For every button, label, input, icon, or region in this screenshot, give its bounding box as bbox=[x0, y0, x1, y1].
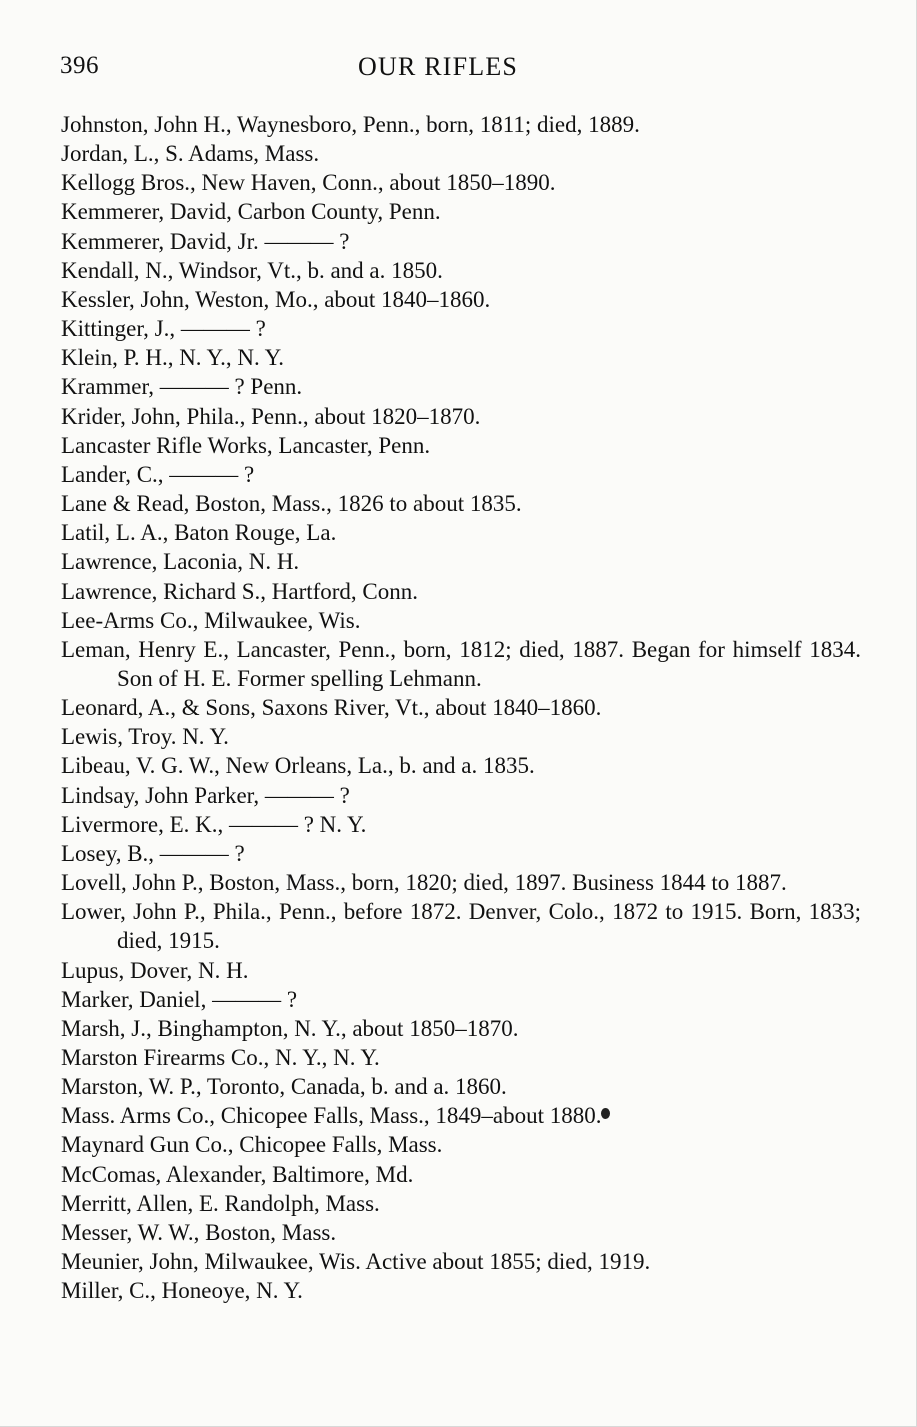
page-header bbox=[60, 52, 860, 88]
list-item: Maynard Gun Co., Chicopee Falls, Mass. bbox=[61, 1132, 443, 1158]
gunmaker-list bbox=[61, 110, 861, 1305]
list-item: Lane & Read, Boston, Mass., 1826 to about 1835. bbox=[61, 491, 522, 517]
list-item: Lander, C., ——— ? bbox=[61, 461, 255, 487]
list-item: Krider, John, Phila., Penn., about 1820–1870. bbox=[61, 403, 481, 429]
list-item: Messer, W. W., Boston, Mass. bbox=[61, 1219, 337, 1245]
list-item: Leman, Henry E., Lancaster, Penn., born, 1812; died, 1887. Began for himself 1834. Son of H. E. Former spelling Lehmann. bbox=[61, 636, 861, 691]
ink-speck bbox=[601, 1108, 610, 1119]
list-item: Kittinger, J., ——— ? bbox=[61, 316, 266, 342]
list-item: Libeau, V. G. W., New Orleans, La., b. and a. 1835. bbox=[61, 753, 535, 779]
list-item: Latil, L. A., Baton Rouge, La. bbox=[61, 520, 337, 546]
list-item: Lovell, John P., Boston, Mass., born, 1820; died, 1897. Business 1844 to 1887. bbox=[61, 870, 787, 896]
list-item: McComas, Alexander, Baltimore, Md. bbox=[61, 1161, 414, 1187]
list-item: Lawrence, Richard S., Hartford, Conn. bbox=[61, 578, 419, 604]
list-item: Merritt, Allen, E. Randolph, Mass. bbox=[61, 1190, 380, 1216]
list-item: Lower, John P., Phila., Penn., before 1872. Denver, Colo., 1872 to 1915. Born, 1833; died, 1915. bbox=[61, 899, 861, 954]
list-item: Kemmerer, David, Carbon County, Penn. bbox=[61, 199, 441, 225]
list-item: Marker, Daniel, ——— ? bbox=[61, 986, 298, 1012]
list-item: Lancaster Rifle Works, Lancaster, Penn. bbox=[61, 432, 431, 458]
list-item: Lee-Arms Co., Milwaukee, Wis. bbox=[61, 607, 361, 633]
list-item: Mass. Arms Co., Chicopee Falls, Mass., 1849–about 1880. bbox=[61, 1103, 602, 1129]
list-item: Losey, B., ——— ? bbox=[61, 840, 245, 866]
list-item: Klein, P. H., N. Y., N. Y. bbox=[61, 345, 285, 371]
list-item: Johnston, John H., Waynesboro, Penn., born, 1811; died, 1889. bbox=[61, 112, 640, 137]
page-number: 396 bbox=[60, 52, 99, 79]
list-item: Lupus, Dover, N. H. bbox=[61, 957, 249, 983]
running-title: OUR RIFLES bbox=[358, 52, 519, 81]
list-item: Leonard, A., & Sons, Saxons River, Vt., about 1840–1860. bbox=[61, 695, 602, 721]
list-item: Kessler, John, Weston, Mo., about 1840–1860. bbox=[61, 286, 491, 312]
list-item: Marsh, J., Binghampton, N. Y., about 1850–1870. bbox=[61, 1015, 519, 1041]
list-item: Jordan, L., S. Adams, Mass. bbox=[61, 141, 320, 167]
list-item: Krammer, ——— ? Penn. bbox=[61, 374, 303, 400]
list-item: Meunier, John, Milwaukee, Wis. Active about 1855; died, 1919. bbox=[61, 1249, 651, 1275]
list-item: Kendall, N., Windsor, Vt., b. and a. 1850. bbox=[61, 257, 443, 283]
list-item: Lewis, Troy. N. Y. bbox=[61, 724, 229, 750]
list-item: Miller, C., Honeoye, N. Y. bbox=[61, 1278, 303, 1304]
list-item: Kellogg Bros., New Haven, Conn., about 1850–1890. bbox=[61, 170, 556, 196]
list-item: Livermore, E. K., ——— ? N. Y. bbox=[61, 811, 367, 837]
list-item: Marston Firearms Co., N. Y., N. Y. bbox=[61, 1045, 380, 1070]
list-item: Kemmerer, David, Jr. ——— ? bbox=[61, 228, 350, 254]
list-item: Marston, W. P., Toronto, Canada, b. and a. 1860. bbox=[61, 1074, 507, 1100]
list-item: Lawrence, Laconia, N. H. bbox=[61, 549, 300, 575]
list-item: Lindsay, John Parker, ——— ? bbox=[61, 782, 350, 808]
